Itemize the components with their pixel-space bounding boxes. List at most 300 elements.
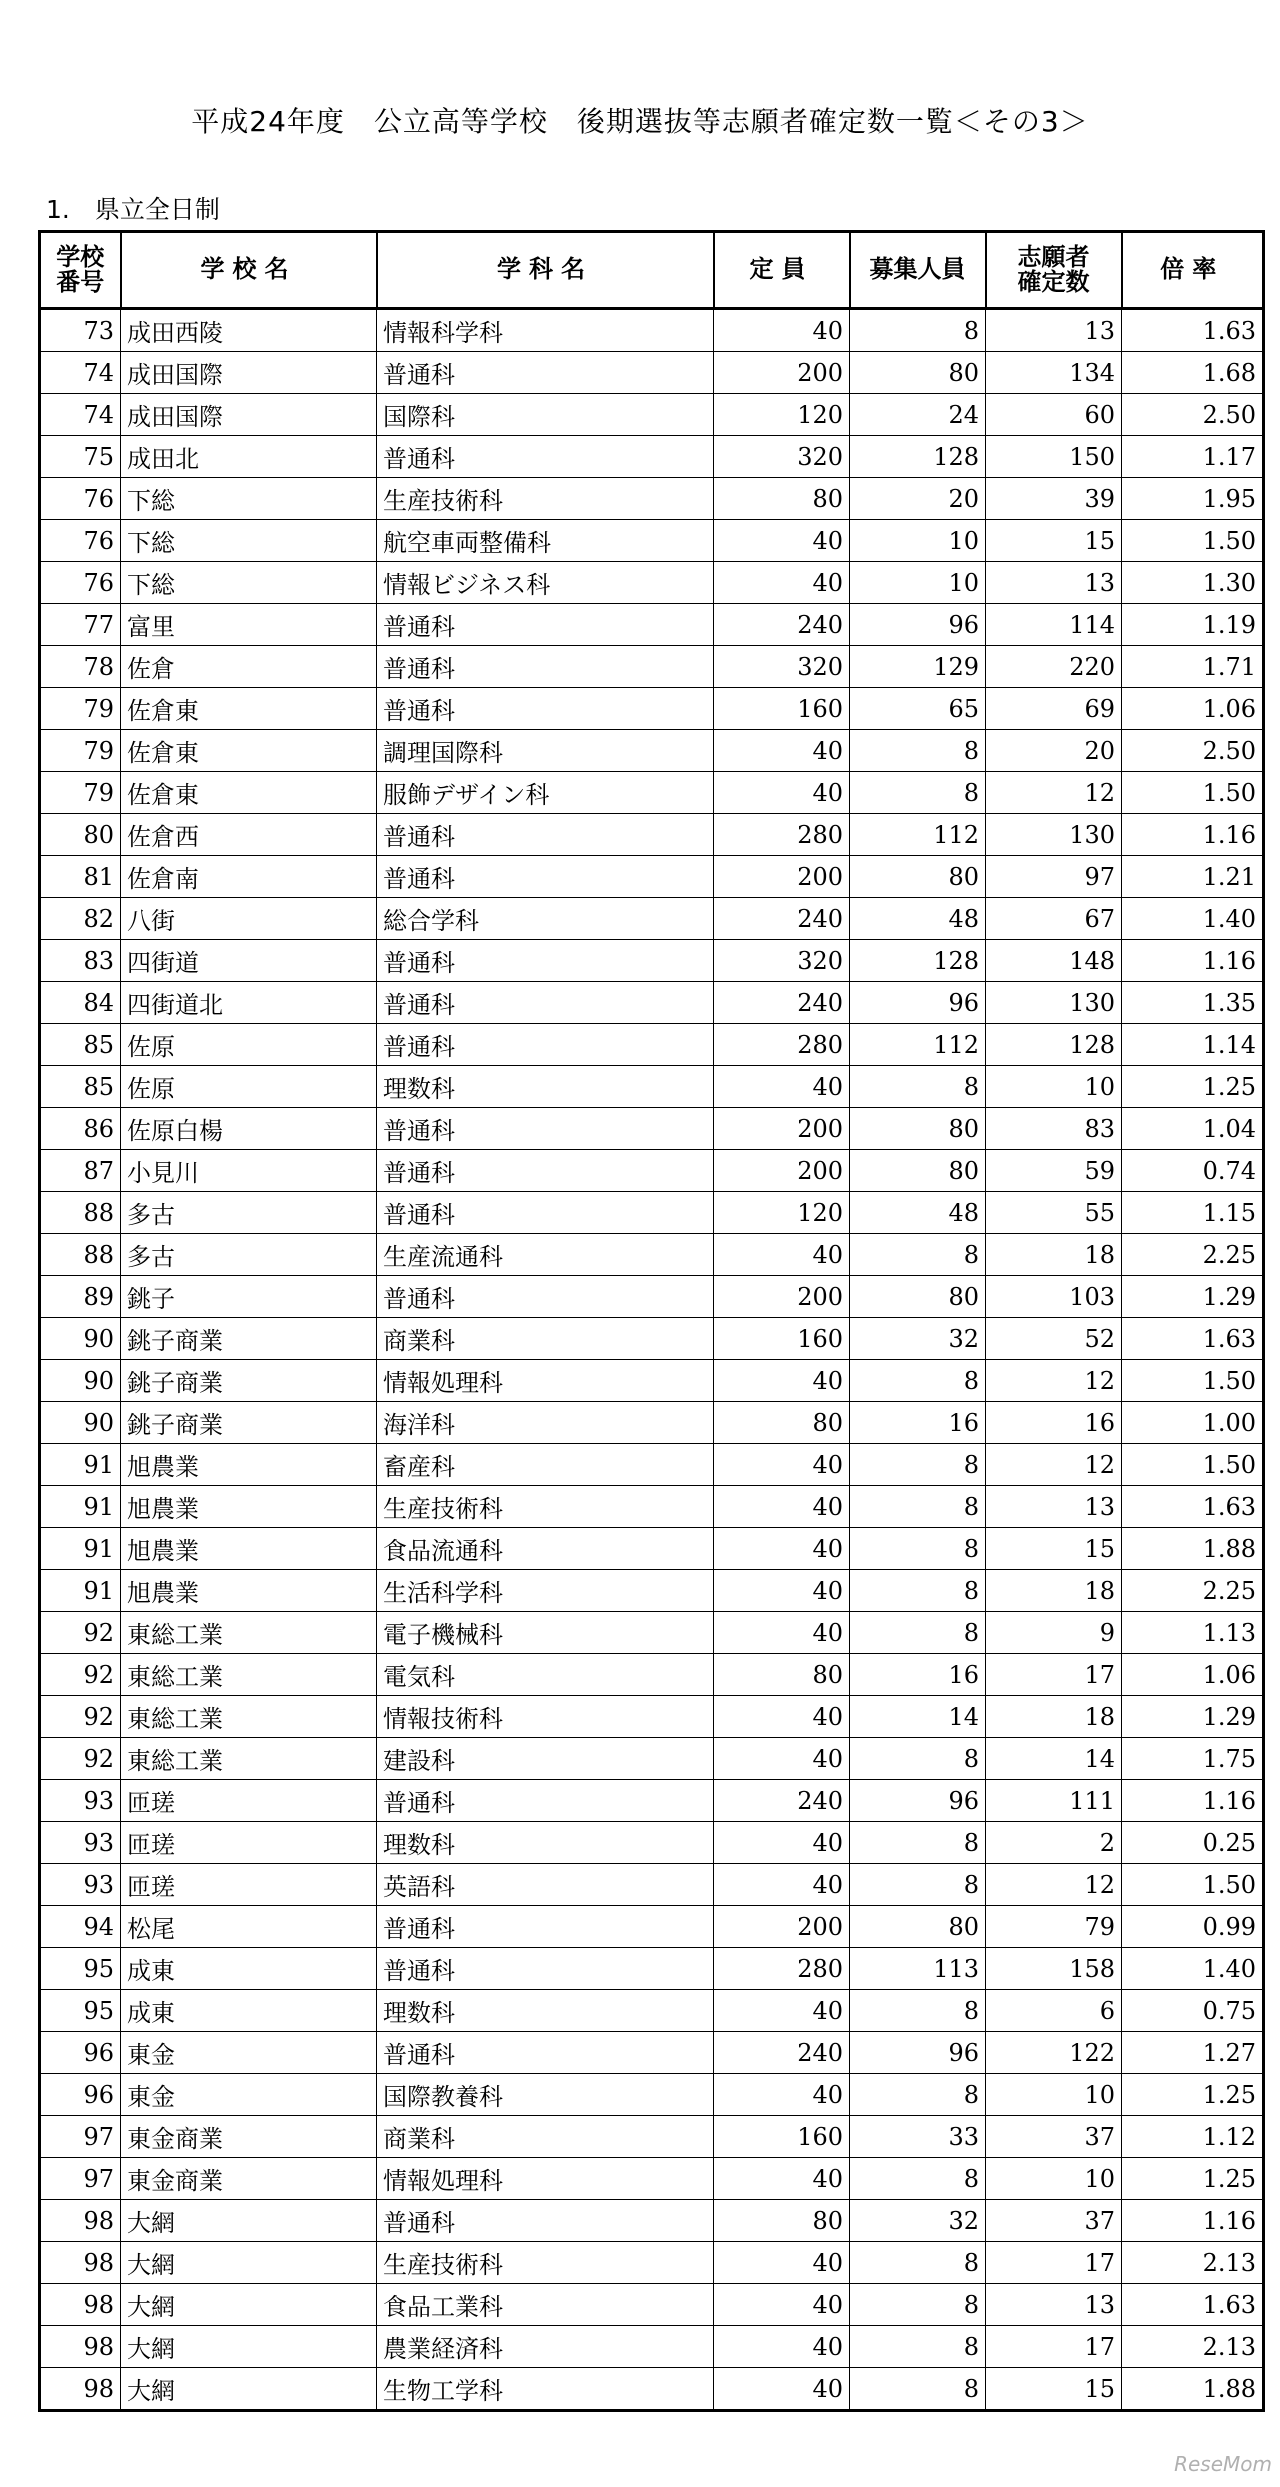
recruitment-cell: 80 bbox=[850, 1150, 986, 1192]
department-cell: 理数科 bbox=[377, 1066, 714, 1108]
table-row bbox=[40, 1780, 1264, 1822]
capacity-cell: 40 bbox=[714, 1990, 850, 2032]
ratio-cell: 1.25 bbox=[1122, 2074, 1264, 2116]
recruitment-cell: 8 bbox=[850, 1360, 986, 1402]
school-name-cell: 成東 bbox=[121, 1948, 377, 1990]
school-number-cell: 80 bbox=[40, 814, 121, 856]
table-row bbox=[40, 1822, 1264, 1864]
school-number-cell: 98 bbox=[40, 2242, 121, 2284]
department-cell: 英語科 bbox=[377, 1864, 714, 1906]
department-cell: 情報処理科 bbox=[377, 1360, 714, 1402]
school-name-cell: 佐原 bbox=[121, 1024, 377, 1066]
school-name-cell: 小見川 bbox=[121, 1150, 377, 1192]
table-row bbox=[40, 940, 1264, 982]
ratio-cell: 1.88 bbox=[1122, 1528, 1264, 1570]
applicants-cell: 13 bbox=[986, 562, 1122, 604]
school-number-cell: 78 bbox=[40, 646, 121, 688]
school-name-cell: 多古 bbox=[121, 1192, 377, 1234]
applicants-cell: 18 bbox=[986, 1696, 1122, 1738]
recruitment-cell: 129 bbox=[850, 646, 986, 688]
department-cell: 普通科 bbox=[377, 1024, 714, 1066]
table-row bbox=[40, 1864, 1264, 1906]
capacity-cell: 80 bbox=[714, 1654, 850, 1696]
school-name-cell: 富里 bbox=[121, 604, 377, 646]
school-name-cell: 旭農業 bbox=[121, 1444, 377, 1486]
recruitment-cell: 8 bbox=[850, 1570, 986, 1612]
table-row bbox=[40, 814, 1264, 856]
capacity-cell: 240 bbox=[714, 898, 850, 940]
ratio-cell: 1.19 bbox=[1122, 604, 1264, 646]
school-number-cell: 94 bbox=[40, 1906, 121, 1948]
school-number-cell: 98 bbox=[40, 2200, 121, 2242]
recruitment-cell: 80 bbox=[850, 856, 986, 898]
school-name-cell: 東金 bbox=[121, 2032, 377, 2074]
applicants-cell: 16 bbox=[986, 1402, 1122, 1444]
recruitment-cell: 8 bbox=[850, 1234, 986, 1276]
school-name-cell: 成東 bbox=[121, 1990, 377, 2032]
applicants-cell: 14 bbox=[986, 1738, 1122, 1780]
capacity-cell: 40 bbox=[714, 1360, 850, 1402]
ratio-cell: 1.12 bbox=[1122, 2116, 1264, 2158]
applicants-cell: 10 bbox=[986, 2074, 1122, 2116]
recruitment-cell: 8 bbox=[850, 730, 986, 772]
ratio-cell: 1.04 bbox=[1122, 1108, 1264, 1150]
capacity-cell: 40 bbox=[714, 2074, 850, 2116]
header-department bbox=[377, 232, 714, 309]
table-row bbox=[40, 1738, 1264, 1780]
header-school-number-line1: 学校 bbox=[56, 242, 105, 271]
capacity-cell: 40 bbox=[714, 2326, 850, 2368]
department-cell: 普通科 bbox=[377, 856, 714, 898]
school-number-cell: 91 bbox=[40, 1528, 121, 1570]
capacity-cell: 40 bbox=[714, 2368, 850, 2411]
applicants-cell: 134 bbox=[986, 352, 1122, 394]
header-ratio-label: 倍率 bbox=[1160, 255, 1225, 284]
department-cell: 情報処理科 bbox=[377, 2158, 714, 2200]
capacity-cell: 200 bbox=[714, 1276, 850, 1318]
department-cell: 普通科 bbox=[377, 2200, 714, 2242]
capacity-cell: 240 bbox=[714, 1780, 850, 1822]
table-row bbox=[40, 1402, 1264, 1444]
table-row bbox=[40, 520, 1264, 562]
ratio-cell: 1.30 bbox=[1122, 562, 1264, 604]
applicants-cell: 15 bbox=[986, 2368, 1122, 2411]
table-row bbox=[40, 2326, 1264, 2368]
school-number-cell: 93 bbox=[40, 1864, 121, 1906]
department-cell: 国際教養科 bbox=[377, 2074, 714, 2116]
department-cell: 普通科 bbox=[377, 1192, 714, 1234]
recruitment-cell: 8 bbox=[850, 1738, 986, 1780]
table-row bbox=[40, 1444, 1264, 1486]
table-row bbox=[40, 1108, 1264, 1150]
ratio-cell: 0.25 bbox=[1122, 1822, 1264, 1864]
applicants-cell: 9 bbox=[986, 1612, 1122, 1654]
applicants-cell: 18 bbox=[986, 1570, 1122, 1612]
recruitment-cell: 8 bbox=[850, 1822, 986, 1864]
header-school-number-line2: 番号 bbox=[56, 268, 105, 296]
capacity-cell: 240 bbox=[714, 982, 850, 1024]
header-applicants bbox=[986, 232, 1122, 309]
recruitment-cell: 80 bbox=[850, 1276, 986, 1318]
header-recruitment bbox=[850, 232, 986, 309]
capacity-cell: 40 bbox=[714, 2242, 850, 2284]
department-cell: 国際科 bbox=[377, 394, 714, 436]
school-name-cell: 佐倉 bbox=[121, 646, 377, 688]
applicants-cell: 17 bbox=[986, 1654, 1122, 1696]
recruitment-cell: 128 bbox=[850, 436, 986, 478]
school-name-cell: 匝瑳 bbox=[121, 1822, 377, 1864]
department-cell: 普通科 bbox=[377, 352, 714, 394]
capacity-cell: 320 bbox=[714, 940, 850, 982]
department-cell: 普通科 bbox=[377, 688, 714, 730]
school-name-cell: 東金商業 bbox=[121, 2158, 377, 2200]
applicants-table bbox=[38, 230, 1265, 2412]
table-row bbox=[40, 1192, 1264, 1234]
school-number-cell: 89 bbox=[40, 1276, 121, 1318]
capacity-cell: 40 bbox=[714, 1486, 850, 1528]
table-row bbox=[40, 1612, 1264, 1654]
header-ratio bbox=[1122, 232, 1264, 309]
capacity-cell: 200 bbox=[714, 1108, 850, 1150]
applicants-cell: 2 bbox=[986, 1822, 1122, 1864]
applicants-cell: 148 bbox=[986, 940, 1122, 982]
school-name-cell: 大網 bbox=[121, 2200, 377, 2242]
ratio-cell: 1.14 bbox=[1122, 1024, 1264, 1066]
department-cell: 普通科 bbox=[377, 1276, 714, 1318]
table-row bbox=[40, 772, 1264, 814]
table-row bbox=[40, 1906, 1264, 1948]
capacity-cell: 320 bbox=[714, 436, 850, 478]
ratio-cell: 1.06 bbox=[1122, 1654, 1264, 1696]
school-number-cell: 92 bbox=[40, 1654, 121, 1696]
school-name-cell: 佐倉東 bbox=[121, 772, 377, 814]
department-cell: 航空車両整備科 bbox=[377, 520, 714, 562]
ratio-cell: 1.15 bbox=[1122, 1192, 1264, 1234]
school-number-cell: 85 bbox=[40, 1024, 121, 1066]
capacity-cell: 280 bbox=[714, 1024, 850, 1066]
school-name-cell: 銚子 bbox=[121, 1276, 377, 1318]
department-cell: 普通科 bbox=[377, 1108, 714, 1150]
recruitment-cell: 128 bbox=[850, 940, 986, 982]
recruitment-cell: 8 bbox=[850, 1528, 986, 1570]
recruitment-cell: 96 bbox=[850, 2032, 986, 2074]
ratio-cell: 1.63 bbox=[1122, 1318, 1264, 1360]
applicants-cell: 13 bbox=[986, 2284, 1122, 2326]
table-row bbox=[40, 2284, 1264, 2326]
school-name-cell: 匝瑳 bbox=[121, 1864, 377, 1906]
school-name-cell: 成田西陵 bbox=[121, 309, 377, 352]
school-number-cell: 90 bbox=[40, 1402, 121, 1444]
table-row bbox=[40, 2242, 1264, 2284]
applicants-cell: 122 bbox=[986, 2032, 1122, 2074]
recruitment-cell: 48 bbox=[850, 898, 986, 940]
ratio-cell: 2.13 bbox=[1122, 2326, 1264, 2368]
department-cell: 建設科 bbox=[377, 1738, 714, 1780]
header-applicants-line2: 確定数 bbox=[1017, 268, 1090, 296]
department-cell: 生産技術科 bbox=[377, 1486, 714, 1528]
ratio-cell: 1.16 bbox=[1122, 940, 1264, 982]
school-name-cell: 東金商業 bbox=[121, 2116, 377, 2158]
header-school-name bbox=[121, 232, 377, 309]
department-cell: 普通科 bbox=[377, 1906, 714, 1948]
capacity-cell: 160 bbox=[714, 2116, 850, 2158]
capacity-cell: 40 bbox=[714, 1612, 850, 1654]
department-cell: 調理国際科 bbox=[377, 730, 714, 772]
recruitment-cell: 33 bbox=[850, 2116, 986, 2158]
ratio-cell: 1.63 bbox=[1122, 309, 1264, 352]
table-row bbox=[40, 2368, 1264, 2411]
recruitment-cell: 8 bbox=[850, 2368, 986, 2411]
capacity-cell: 120 bbox=[714, 1192, 850, 1234]
department-cell: 電気科 bbox=[377, 1654, 714, 1696]
table-row bbox=[40, 1024, 1264, 1066]
school-number-cell: 75 bbox=[40, 436, 121, 478]
school-name-cell: 佐倉東 bbox=[121, 688, 377, 730]
ratio-cell: 1.29 bbox=[1122, 1696, 1264, 1738]
capacity-cell: 200 bbox=[714, 1150, 850, 1192]
department-cell: 服飾デザイン科 bbox=[377, 772, 714, 814]
applicants-cell: 220 bbox=[986, 646, 1122, 688]
table-row bbox=[40, 898, 1264, 940]
department-cell: 食品工業科 bbox=[377, 2284, 714, 2326]
applicants-cell: 83 bbox=[986, 1108, 1122, 1150]
school-number-cell: 77 bbox=[40, 604, 121, 646]
table-row bbox=[40, 1528, 1264, 1570]
ratio-cell: 0.75 bbox=[1122, 1990, 1264, 2032]
department-cell: 電子機械科 bbox=[377, 1612, 714, 1654]
school-number-cell: 97 bbox=[40, 2116, 121, 2158]
capacity-cell: 240 bbox=[714, 604, 850, 646]
table-row bbox=[40, 1150, 1264, 1192]
department-cell: 農業経済科 bbox=[377, 2326, 714, 2368]
school-name-cell: 大網 bbox=[121, 2242, 377, 2284]
applicants-cell: 158 bbox=[986, 1948, 1122, 1990]
capacity-cell: 40 bbox=[714, 1066, 850, 1108]
ratio-cell: 1.50 bbox=[1122, 1360, 1264, 1402]
table-row bbox=[40, 2116, 1264, 2158]
recruitment-cell: 112 bbox=[850, 1024, 986, 1066]
applicants-cell: 18 bbox=[986, 1234, 1122, 1276]
school-name-cell: 四街道 bbox=[121, 940, 377, 982]
school-number-cell: 83 bbox=[40, 940, 121, 982]
table-row bbox=[40, 646, 1264, 688]
school-number-cell: 91 bbox=[40, 1444, 121, 1486]
recruitment-cell: 80 bbox=[850, 1906, 986, 1948]
applicants-cell: 10 bbox=[986, 2158, 1122, 2200]
recruitment-cell: 8 bbox=[850, 2242, 986, 2284]
ratio-cell: 1.16 bbox=[1122, 2200, 1264, 2242]
recruitment-cell: 96 bbox=[850, 604, 986, 646]
capacity-cell: 40 bbox=[714, 1570, 850, 1612]
ratio-cell: 1.16 bbox=[1122, 814, 1264, 856]
school-number-cell: 95 bbox=[40, 1948, 121, 1990]
recruitment-cell: 8 bbox=[850, 1066, 986, 1108]
recruitment-cell: 10 bbox=[850, 562, 986, 604]
school-name-cell: 銚子商業 bbox=[121, 1318, 377, 1360]
table-row bbox=[40, 982, 1264, 1024]
capacity-cell: 40 bbox=[714, 1528, 850, 1570]
department-cell: 普通科 bbox=[377, 2032, 714, 2074]
applicants-cell: 17 bbox=[986, 2326, 1122, 2368]
applicants-cell: 150 bbox=[986, 436, 1122, 478]
table-body bbox=[40, 309, 1264, 2411]
header-capacity bbox=[714, 232, 850, 309]
capacity-cell: 40 bbox=[714, 730, 850, 772]
applicants-cell: 52 bbox=[986, 1318, 1122, 1360]
applicants-cell: 130 bbox=[986, 814, 1122, 856]
department-cell: 普通科 bbox=[377, 1150, 714, 1192]
school-number-cell: 79 bbox=[40, 688, 121, 730]
school-name-cell: 成田北 bbox=[121, 436, 377, 478]
capacity-cell: 280 bbox=[714, 814, 850, 856]
table-row bbox=[40, 2158, 1264, 2200]
applicants-cell: 37 bbox=[986, 2200, 1122, 2242]
table-row bbox=[40, 856, 1264, 898]
recruitment-cell: 48 bbox=[850, 1192, 986, 1234]
department-cell: 総合学科 bbox=[377, 898, 714, 940]
capacity-cell: 80 bbox=[714, 2200, 850, 2242]
table-row bbox=[40, 1360, 1264, 1402]
capacity-cell: 40 bbox=[714, 1822, 850, 1864]
department-cell: 理数科 bbox=[377, 1822, 714, 1864]
capacity-cell: 160 bbox=[714, 688, 850, 730]
applicants-cell: 69 bbox=[986, 688, 1122, 730]
capacity-cell: 40 bbox=[714, 1234, 850, 1276]
applicants-cell: 17 bbox=[986, 2242, 1122, 2284]
school-name-cell: 東総工業 bbox=[121, 1738, 377, 1780]
school-number-cell: 81 bbox=[40, 856, 121, 898]
table-row bbox=[40, 688, 1264, 730]
applicants-cell: 55 bbox=[986, 1192, 1122, 1234]
recruitment-cell: 8 bbox=[850, 309, 986, 352]
recruitment-cell: 112 bbox=[850, 814, 986, 856]
applicants-cell: 10 bbox=[986, 1066, 1122, 1108]
school-name-cell: 下総 bbox=[121, 520, 377, 562]
table-row bbox=[40, 352, 1264, 394]
school-name-cell: 旭農業 bbox=[121, 1486, 377, 1528]
school-name-cell: 旭農業 bbox=[121, 1528, 377, 1570]
school-name-cell: 松尾 bbox=[121, 1906, 377, 1948]
department-cell: 海洋科 bbox=[377, 1402, 714, 1444]
section-heading: 1. 県立全日制 bbox=[46, 195, 220, 224]
school-number-cell: 98 bbox=[40, 2368, 121, 2411]
school-number-cell: 92 bbox=[40, 1696, 121, 1738]
school-name-cell: 下総 bbox=[121, 562, 377, 604]
department-cell: 普通科 bbox=[377, 436, 714, 478]
ratio-cell: 1.06 bbox=[1122, 688, 1264, 730]
applicants-cell: 13 bbox=[986, 1486, 1122, 1528]
capacity-cell: 40 bbox=[714, 2284, 850, 2326]
applicants-cell: 13 bbox=[986, 309, 1122, 352]
applicants-cell: 79 bbox=[986, 1906, 1122, 1948]
capacity-cell: 320 bbox=[714, 646, 850, 688]
department-cell: 情報ビジネス科 bbox=[377, 562, 714, 604]
department-cell: 普通科 bbox=[377, 940, 714, 982]
school-name-cell: 八街 bbox=[121, 898, 377, 940]
ratio-cell: 1.95 bbox=[1122, 478, 1264, 520]
ratio-cell: 1.88 bbox=[1122, 2368, 1264, 2411]
table-row bbox=[40, 1948, 1264, 1990]
school-number-cell: 82 bbox=[40, 898, 121, 940]
capacity-cell: 200 bbox=[714, 1906, 850, 1948]
recruitment-cell: 16 bbox=[850, 1402, 986, 1444]
capacity-cell: 120 bbox=[714, 394, 850, 436]
department-cell: 生産流通科 bbox=[377, 1234, 714, 1276]
school-name-cell: 成田国際 bbox=[121, 352, 377, 394]
ratio-cell: 2.13 bbox=[1122, 2242, 1264, 2284]
table-row bbox=[40, 1990, 1264, 2032]
header-department-label: 学科名 bbox=[497, 255, 593, 284]
school-name-cell: 東総工業 bbox=[121, 1654, 377, 1696]
ratio-cell: 1.50 bbox=[1122, 1444, 1264, 1486]
school-number-cell: 97 bbox=[40, 2158, 121, 2200]
school-number-cell: 86 bbox=[40, 1108, 121, 1150]
table-row bbox=[40, 2200, 1264, 2242]
recruitment-cell: 8 bbox=[850, 772, 986, 814]
ratio-cell: 1.13 bbox=[1122, 1612, 1264, 1654]
school-name-cell: 大網 bbox=[121, 2326, 377, 2368]
school-number-cell: 76 bbox=[40, 562, 121, 604]
department-cell: 普通科 bbox=[377, 1780, 714, 1822]
ratio-cell: 1.63 bbox=[1122, 1486, 1264, 1528]
recruitment-cell: 8 bbox=[850, 1864, 986, 1906]
ratio-cell: 1.21 bbox=[1122, 856, 1264, 898]
page-title: 平成24年度 公立高等学校 後期選抜等志願者確定数一覧＜その3＞ bbox=[191, 105, 1089, 138]
table-row bbox=[40, 1486, 1264, 1528]
department-cell: 普通科 bbox=[377, 604, 714, 646]
table-row bbox=[40, 1696, 1264, 1738]
table-row bbox=[40, 478, 1264, 520]
school-number-cell: 91 bbox=[40, 1486, 121, 1528]
recruitment-cell: 65 bbox=[850, 688, 986, 730]
table-row bbox=[40, 604, 1264, 646]
applicants-cell: 97 bbox=[986, 856, 1122, 898]
school-number-cell: 79 bbox=[40, 730, 121, 772]
school-number-cell: 96 bbox=[40, 2032, 121, 2074]
school-name-cell: 東総工業 bbox=[121, 1696, 377, 1738]
ratio-cell: 1.29 bbox=[1122, 1276, 1264, 1318]
school-number-cell: 98 bbox=[40, 2284, 121, 2326]
applicants-cell: 12 bbox=[986, 772, 1122, 814]
department-cell: 情報技術科 bbox=[377, 1696, 714, 1738]
applicants-cell: 130 bbox=[986, 982, 1122, 1024]
table-row bbox=[40, 1234, 1264, 1276]
applicants-cell: 12 bbox=[986, 1360, 1122, 1402]
recruitment-cell: 96 bbox=[850, 1780, 986, 1822]
table-row bbox=[40, 436, 1264, 478]
applicants-cell: 12 bbox=[986, 1444, 1122, 1486]
ratio-cell: 2.25 bbox=[1122, 1234, 1264, 1276]
department-cell: 理数科 bbox=[377, 1990, 714, 2032]
ratio-cell: 1.63 bbox=[1122, 2284, 1264, 2326]
table-row bbox=[40, 2032, 1264, 2074]
school-number-cell: 91 bbox=[40, 1570, 121, 1612]
school-number-cell: 74 bbox=[40, 394, 121, 436]
capacity-cell: 40 bbox=[714, 1738, 850, 1780]
capacity-cell: 40 bbox=[714, 520, 850, 562]
capacity-cell: 40 bbox=[714, 2158, 850, 2200]
school-number-cell: 88 bbox=[40, 1234, 121, 1276]
applicants-cell: 114 bbox=[986, 604, 1122, 646]
header-school-name-label: 学校名 bbox=[200, 255, 297, 284]
recruitment-cell: 8 bbox=[850, 2284, 986, 2326]
capacity-cell: 40 bbox=[714, 1696, 850, 1738]
applicants-cell: 37 bbox=[986, 2116, 1122, 2158]
school-number-cell: 84 bbox=[40, 982, 121, 1024]
recruitment-cell: 32 bbox=[850, 1318, 986, 1360]
recruitment-cell: 96 bbox=[850, 982, 986, 1024]
department-cell: 食品流通科 bbox=[377, 1528, 714, 1570]
